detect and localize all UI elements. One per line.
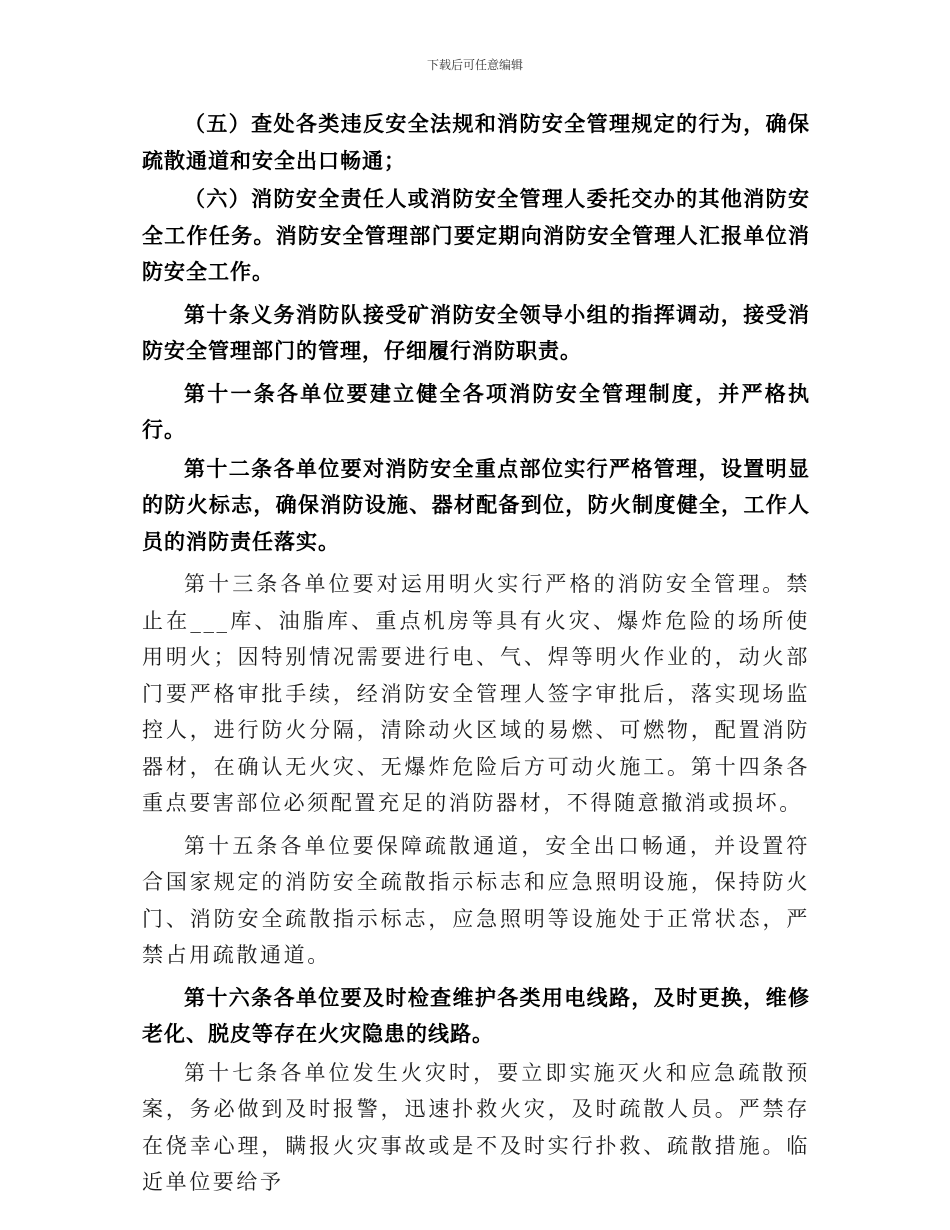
paragraph-article-15: 第十五条各单位要保障疏散通道，安全出口畅通，并设置符合国家规定的消防安全疏散指示标志和应急照明设施，保持防火门、消防安全疏散指示标志，应急照明等设施处于正常状态，严禁占用疏散通道。 bbox=[142, 833, 810, 967]
paragraph-article-17: 第十七条各单位发生火灾时，要立即实施灭火和应急疏散预案，务必做到及时报警，迅速扑救火灾，及时疏散人员。严禁存在侥幸心理，瞒报火灾事故或是不及时实行扑救、疏散措施。临近单位要给予 bbox=[142, 1060, 810, 1194]
paragraph-item-6: （六）消防安全责任人或消防安全管理人委托交办的其他消防安全工作任务。消防安全管理部门要定期向消防安全管理人汇报单位消防安全工作。 bbox=[142, 186, 810, 284]
paragraph-item-5: （五）查处各类违反安全法规和消防安全管理规定的行为，确保疏散通道和安全出口畅通； bbox=[142, 111, 810, 173]
paragraph-article-10: 第十条义务消防队接受矿消防安全领导小组的指挥调动，接受消防安全管理部门的管理，仔细履行消防职责。 bbox=[142, 301, 810, 363]
document-body bbox=[142, 106, 810, 1201]
paragraph-article-13: 第十三条各单位要对运用明火实行严格的消防安全管理。禁止在___库、油脂库、重点机房等具有火灾、爆炸危险的场所使用明火；因特别情况需要进行电、气、焊等明火作业的，动火部门要严格审批手续，经消防安全管理人签字审批后，落实现场监控人，进行防火分隔，清除动火区域的易燃、可燃物，配置消防器材，在确认无火灾、无爆炸危险后方可动火施工。第十四条各重点要害部位必须配置充足的消防器材，不得随意撤消或损坏。 bbox=[142, 572, 810, 815]
paragraph-article-11: 第十一条各单位要建立健全各项消防安全管理制度，并严格执行。 bbox=[142, 380, 810, 442]
page-header: 下载后可任意编辑 bbox=[426, 58, 523, 72]
paragraph-article-12: 第十二条各单位要对消防安全重点部位实行严格管理，设置明显的防火标志，确保消防设施、器材配备到位，防火制度健全，工作人员的消防责任落实。 bbox=[142, 455, 810, 554]
paragraph-article-16: 第十六条各单位要及时检查维护各类用电线路，及时更换，维修老化、脱皮等存在火灾隐患的线路。 bbox=[142, 984, 810, 1046]
